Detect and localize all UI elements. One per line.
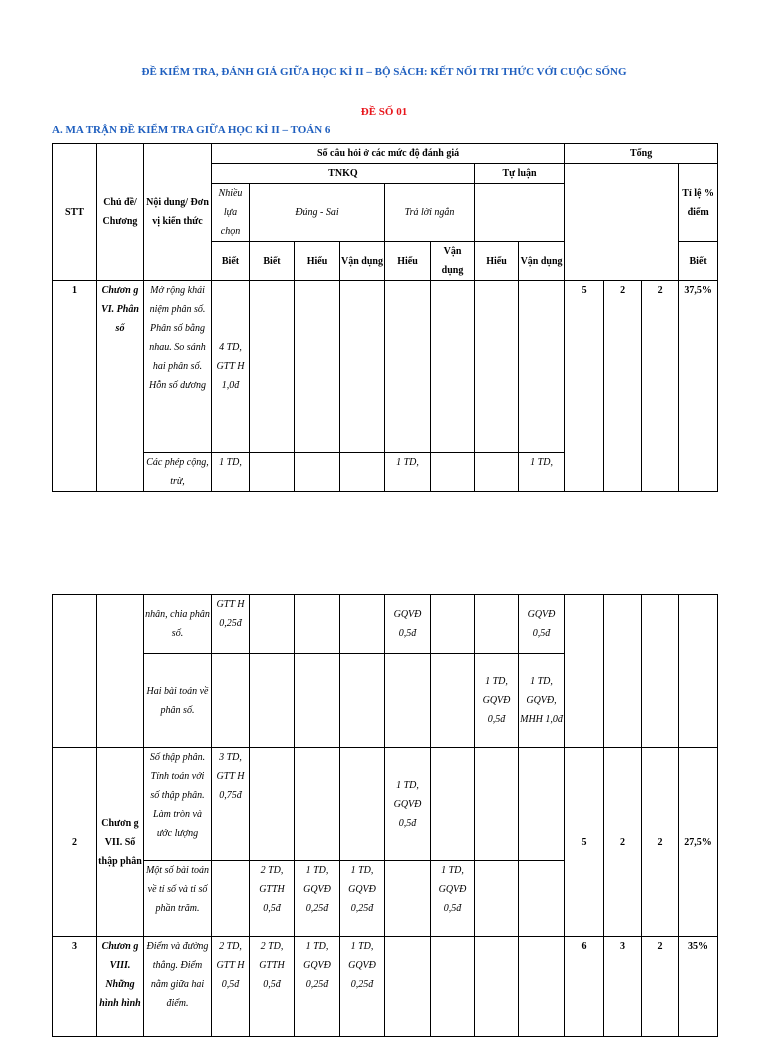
header-tl-van-dung: Vận dụng (519, 242, 565, 281)
header-tong: Tổng (565, 144, 718, 164)
row2-chu-de: Chươn g VII. Số thập phân (97, 748, 144, 937)
row3a-ds-van-dung: 1 TD, GQVĐ 0,25đ (340, 937, 385, 1037)
row3a-noi-dung: Điểm và đường thẳng. Điểm nằm giữa hai điểm. (144, 937, 212, 1037)
row2-tong: 27,5% (679, 748, 718, 937)
header-ti-le: Tỉ lệ % điểm (679, 164, 718, 242)
row3-chu-de: Chươn g VIII. Những hình hình (97, 937, 144, 1037)
row2a-noi-dung: Số thập phân. Tính toán với số thập phân. Làm tròn và ước lượng (144, 748, 212, 861)
row3a-ds-biet: 2 TD, GTTH 0,5đ (250, 937, 295, 1037)
row3a-mcq-biet: 2 TD, GTT H 0,5đ (212, 937, 250, 1037)
row3-tong: 35% (679, 937, 718, 1037)
row3-tong-biet: 6 (565, 937, 604, 1037)
row2b-ds-van-dung: 1 TD, GQVĐ 0,25đ (340, 861, 385, 937)
section-heading: A. MA TRẬN ĐỀ KIỂM TRA GIỮA HỌC KÌ II – TOÁN 6 (52, 124, 331, 136)
row1c-tl-hieu: 1 TD, GQVĐ 0,5đ (475, 654, 519, 748)
row2b-ds-hieu: 1 TD, GQVĐ 0,25đ (295, 861, 340, 937)
header-tra-loi-ngan: Trả lời ngắn (385, 184, 475, 242)
header-tnkq: TNKQ (212, 164, 475, 184)
row3-tong-hieu: 3 (604, 937, 642, 1037)
row2b-noi-dung: Một số bài toán về tỉ số và tỉ số phần trăm. (144, 861, 212, 937)
row1b-mcq-bottom: GTT H 0,25đ (212, 595, 250, 654)
row1c-noi-dung: Hai bài toán về phân số. (144, 654, 212, 748)
row3-stt: 3 (53, 937, 97, 1037)
row1c-tl-vd: 1 TD, GQVĐ, MHH 1,0đ (519, 654, 565, 748)
matrix-table-part-1 (52, 143, 718, 492)
header-tong-biet: Biết (679, 242, 718, 281)
header-ds-hieu: Hiểu (295, 242, 340, 281)
row3a-ds-hieu: 1 TD, GQVĐ 0,25đ (295, 937, 340, 1037)
row2-tong-biet: 5 (565, 748, 604, 937)
row1-chu-de: Chươn g VI. Phân số (97, 281, 144, 492)
header-ds-biet: Biết (250, 242, 295, 281)
row3-tong-van-dung: 2 (642, 937, 679, 1037)
row1b-noi-dung-bottom: nhân, chia phân số. (144, 595, 212, 654)
header-dung-sai: Đúng - Sai (250, 184, 385, 242)
header-so-cau-hoi: Số câu hỏi ở các mức độ đánh giá (212, 144, 565, 164)
row1b-trln-hieu-bottom: GQVĐ 0,5đ (385, 595, 431, 654)
header-tu-luan-blank (475, 184, 565, 242)
row1b-trln-hieu-top: 1 TD, (385, 453, 431, 492)
row2a-mcq-biet: 3 TD, GTT H 0,75đ (212, 748, 250, 861)
row2b-ds-biet: 2 TD, GTTH 0,5đ (250, 861, 295, 937)
row2-tong-van-dung: 2 (642, 748, 679, 937)
row1a-noi-dung: Mở rộng khái niệm phân số. Phân số bằng nhau. So sánh hai phân số. Hỗn số dương (144, 281, 212, 453)
row1-tong-biet: 5 (565, 281, 604, 492)
header-ds-van-dung: Vận dụng (340, 242, 385, 281)
header-tl-hieu: Hiểu (475, 242, 519, 281)
row1-tong-van-dung: 2 (642, 281, 679, 492)
row2-stt: 2 (53, 748, 97, 937)
row1a-mcq-biet: 4 TD, GTT H 1,0đ (212, 281, 250, 453)
row1b-tl-vd-top: 1 TD, (519, 453, 565, 492)
header-tu-luan: Tự luận (475, 164, 565, 184)
matrix-table-part-2 (52, 594, 718, 1037)
row1-stt: 1 (53, 281, 97, 492)
header-noi-dung: Nội dung/ Đơn vị kiến thức (144, 144, 212, 281)
row2a-trln-hieu: 1 TD, GQVĐ 0,5đ (385, 748, 431, 861)
row1b-noi-dung-top: Các phép cộng, trừ, (144, 453, 212, 492)
header-stt: STT (53, 144, 97, 281)
row1b-mcq-top: 1 TD, (212, 453, 250, 492)
document-title: ĐỀ KIỂM TRA, ĐÁNH GIÁ GIỮA HỌC KÌ II – BỘ SÁCH: KẾT NỐI TRI THỨC VỚI CUỘC SỐNG (141, 66, 627, 78)
header-tong-blank (565, 164, 679, 281)
header-trln-van-dung: Vận dụng (431, 242, 475, 281)
row1-tong-hieu: 2 (604, 281, 642, 492)
header-nhieu-lua-chon: Nhiều lựa chọn (212, 184, 250, 242)
header-chu-de: Chủ đề/ Chương (97, 144, 144, 281)
row1b-tl-vd-bottom: GQVĐ 0,5đ (519, 595, 565, 654)
exam-number: ĐỀ SỐ 01 (360, 106, 408, 118)
header-mcq-biet: Biết (212, 242, 250, 281)
row2-tong-hieu: 2 (604, 748, 642, 937)
row1-tong: 37,5% (679, 281, 718, 492)
header-trln-hieu: Hiểu (385, 242, 431, 281)
row2b-trln-van-dung: 1 TD, GQVĐ 0,5đ (431, 861, 475, 937)
